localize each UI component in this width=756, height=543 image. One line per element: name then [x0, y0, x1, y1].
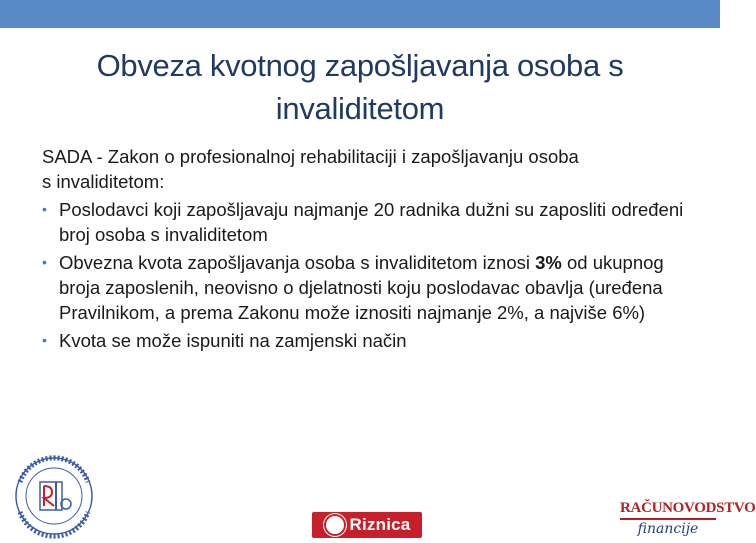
bullet-item-employers [42, 197, 692, 247]
riznica-logo [312, 512, 422, 538]
slide-title [0, 44, 720, 130]
riznica-emblem-icon [324, 514, 346, 536]
bullet-text: Kvota se može ispuniti na zamjenski način [59, 330, 407, 351]
slide-body [42, 144, 692, 356]
bullet-item-quota [42, 250, 692, 325]
top-accent-bar [0, 0, 720, 28]
financije-logo-text: financije [637, 521, 699, 537]
riznica-logo-text: Riznica [349, 515, 411, 534]
bullet-item-alternative [42, 328, 692, 353]
quota-percentage: 3% [535, 252, 562, 273]
title-line-2: invaliditetom [275, 91, 445, 126]
bullet-icon: • [42, 201, 47, 217]
intro-paragraph [42, 144, 692, 194]
bullet-text: Poslodavci koji zapošljavaju najmanje 20 radnika dužni su zaposliti određeni broj osoba s invaliditetom [59, 199, 684, 245]
bullet-text-after: od ukupnog broja zaposlenih, neovisno o djelatnosti koju poslodavac obavlja (uređena Pravilnikom, a prema Zakonu može iznositi najmanje 2%, a najviše 6%) [59, 252, 664, 323]
disability-organization-seal-icon [8, 452, 100, 538]
bullet-icon: • [42, 332, 47, 348]
bullet-icon: • [42, 254, 47, 270]
racunovodstvo-financije-logo [620, 500, 756, 540]
title-line-1: Obveza kvotnog zapošljavanja osoba s [96, 48, 624, 83]
intro-line-1: SADA - Zakon o profesionalnoj rehabilitaciji i zapošljavanju osoba [42, 146, 579, 167]
bullet-list [42, 197, 692, 353]
bullet-text-before: Obvezna kvota zapošljavanja osoba s invaliditetom iznosi [59, 252, 536, 273]
racunovodstvo-logo-text: RAČUNOVODSTVO [620, 500, 716, 520]
intro-line-2: s invaliditetom: [42, 171, 165, 192]
